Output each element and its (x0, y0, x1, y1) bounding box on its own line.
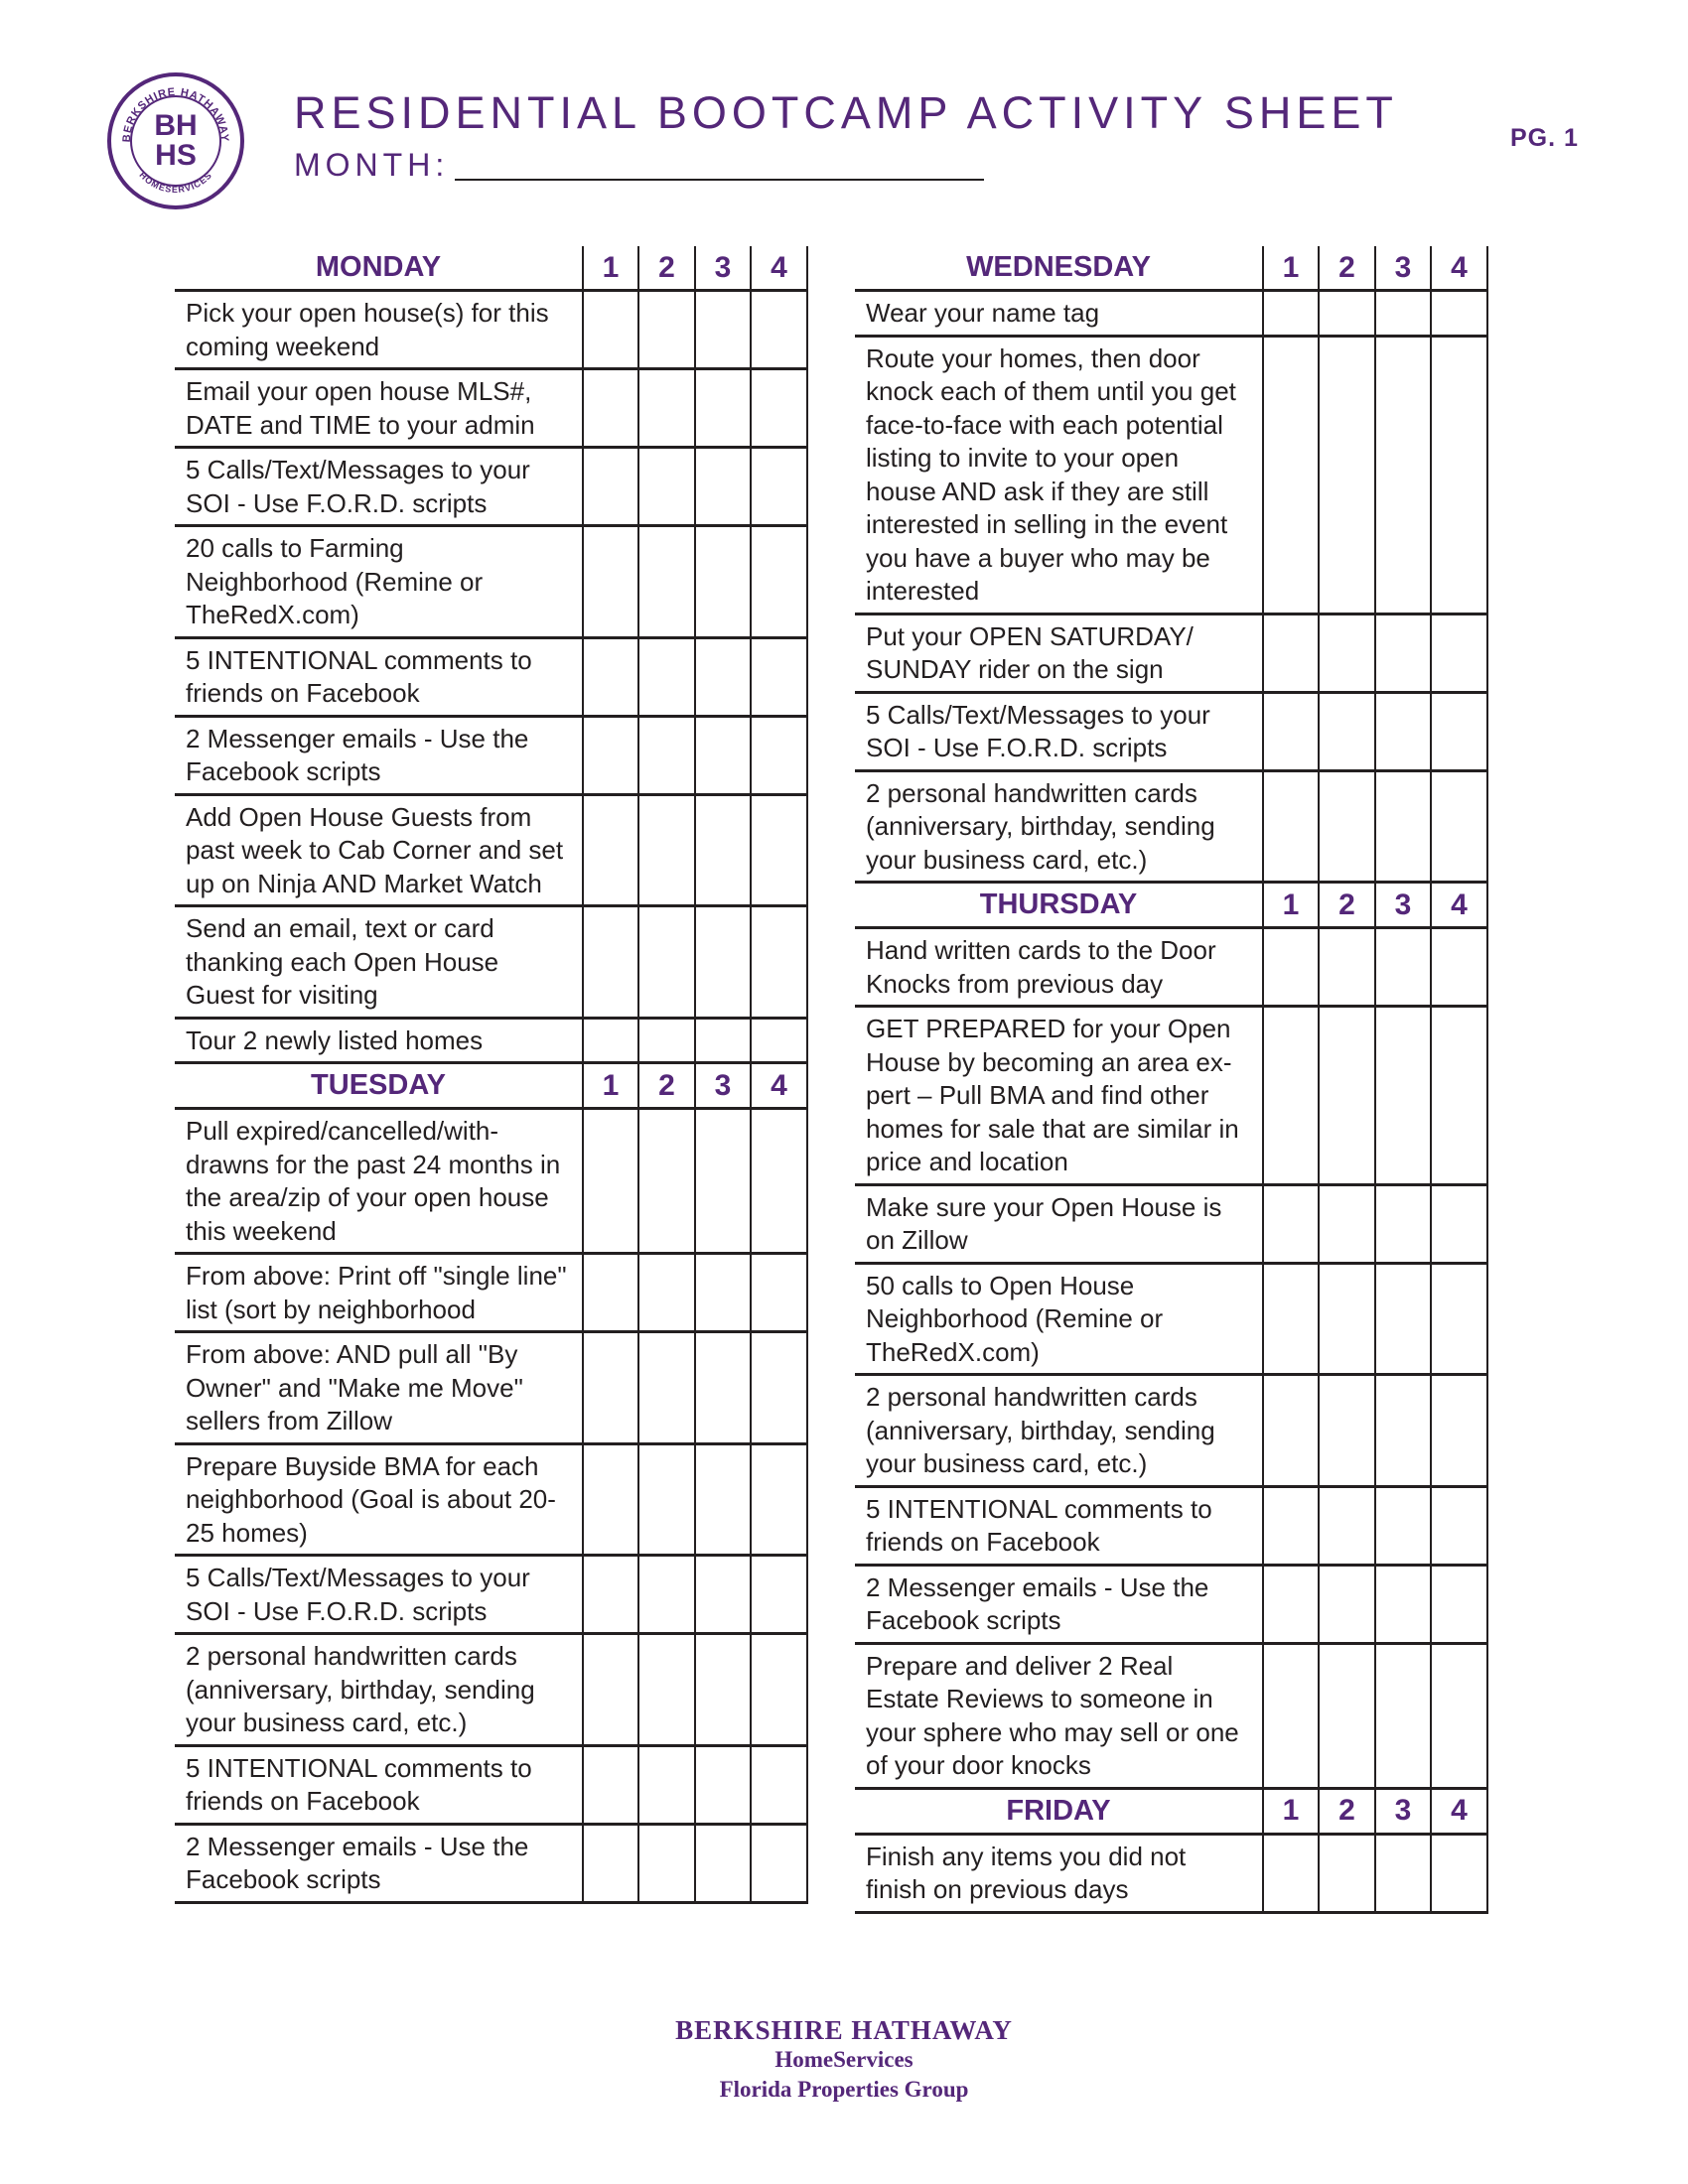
right-activity-table (855, 246, 1488, 1914)
week-4-checkbox[interactable] (751, 716, 807, 794)
week-4-checkbox[interactable] (751, 1018, 807, 1063)
task-row (175, 526, 807, 638)
task-label: 2 personal handwritten cards (anniversary, birthday, sending your business card, etc.) (855, 1375, 1263, 1487)
task-row (175, 369, 807, 448)
week-4-checkbox[interactable] (1431, 692, 1487, 770)
day-header-tuesday (175, 1063, 807, 1109)
week-4-checkbox[interactable] (751, 1824, 807, 1902)
week-2-checkbox[interactable] (1319, 770, 1375, 883)
week-4-checkbox[interactable] (1431, 928, 1487, 1007)
week-1-checkbox[interactable] (1263, 692, 1319, 770)
day-header-monday (175, 246, 807, 291)
week-3-checkbox[interactable] (1375, 928, 1431, 1007)
week-2-checkbox[interactable] (638, 906, 695, 1019)
day-title: TUESDAY (175, 1063, 583, 1109)
week-2-checkbox[interactable] (1319, 1565, 1375, 1643)
week-3-checkbox[interactable] (1375, 1643, 1431, 1788)
week-3-checkbox[interactable] (1375, 336, 1431, 614)
week-4-checkbox[interactable] (751, 369, 807, 448)
page-number: PG. 1 (1510, 124, 1579, 152)
logo-ring-bottom-text: HOMESERVICES (137, 170, 214, 196)
task-row (855, 928, 1487, 1007)
week-3-checkbox[interactable] (1375, 1007, 1431, 1185)
week-3-checkbox[interactable] (695, 637, 751, 716)
week-2-checkbox[interactable] (638, 1109, 695, 1254)
week-4-checkbox[interactable] (1431, 1834, 1487, 1912)
task-row (855, 1184, 1487, 1263)
task-label: 5 Calls/Text/Messages to your SOI - Use F.O.R.D. scripts (175, 1556, 583, 1634)
week-column-header: 1 (1263, 1788, 1319, 1834)
task-row (855, 692, 1487, 770)
week-1-checkbox[interactable] (583, 526, 638, 638)
week-3-checkbox[interactable] (695, 716, 751, 794)
week-2-checkbox[interactable] (638, 794, 695, 906)
task-row (855, 291, 1487, 337)
week-3-checkbox[interactable] (1375, 1263, 1431, 1375)
week-4-checkbox[interactable] (751, 1254, 807, 1332)
week-4-checkbox[interactable] (1431, 1643, 1487, 1788)
week-column-header: 1 (583, 1063, 638, 1109)
task-row (855, 1486, 1487, 1565)
week-2-checkbox[interactable] (1319, 1375, 1375, 1487)
week-1-checkbox[interactable] (1263, 770, 1319, 883)
week-3-checkbox[interactable] (695, 1018, 751, 1063)
week-1-checkbox[interactable] (583, 637, 638, 716)
week-4-checkbox[interactable] (1431, 614, 1487, 692)
task-row (175, 1556, 807, 1634)
week-2-checkbox[interactable] (1319, 614, 1375, 692)
week-column-header: 3 (1375, 1788, 1431, 1834)
week-2-checkbox[interactable] (638, 291, 695, 369)
week-1-checkbox[interactable] (583, 906, 638, 1019)
task-label: 5 INTENTIONAL comments to friends on Facebook (175, 1745, 583, 1824)
week-2-checkbox[interactable] (1319, 692, 1375, 770)
task-label: 5 Calls/Text/Messages to your SOI - Use F.O.R.D. scripts (175, 448, 583, 526)
task-label: Pick your open house(s) for this coming weekend (175, 291, 583, 369)
logo-ring-top-text: BERKSHIRE HATHAWAY (120, 85, 231, 143)
task-label: Prepare Buyside BMA for each neighborhood (Goal is about 20-25 homes) (175, 1443, 583, 1556)
week-1-checkbox[interactable] (1263, 928, 1319, 1007)
week-1-checkbox[interactable] (583, 794, 638, 906)
task-row (175, 291, 807, 369)
week-1-checkbox[interactable] (583, 448, 638, 526)
task-label: Prepare and deliver 2 Real Estate Reviews to someone in your sphere who may sell or one of your door knocks (855, 1643, 1263, 1788)
week-3-checkbox[interactable] (1375, 1184, 1431, 1263)
week-column-header: 3 (1375, 246, 1431, 291)
task-row (175, 1634, 807, 1746)
logo-initials-bottom: HS (155, 139, 197, 172)
page-title: RESIDENTIAL BOOTCAMP ACTIVITY SHEET (294, 87, 1398, 138)
week-2-checkbox[interactable] (638, 716, 695, 794)
week-2-checkbox[interactable] (638, 1745, 695, 1824)
week-3-checkbox[interactable] (695, 1443, 751, 1556)
week-4-checkbox[interactable] (751, 1745, 807, 1824)
week-2-checkbox[interactable] (1319, 1184, 1375, 1263)
day-title: FRIDAY (855, 1788, 1263, 1834)
week-column-header: 4 (751, 1063, 807, 1109)
task-label: Email your open house MLS#, DATE and TIME to your admin (175, 369, 583, 448)
day-title: WEDNESDAY (855, 246, 1263, 291)
week-3-checkbox[interactable] (695, 1556, 751, 1634)
week-2-checkbox[interactable] (638, 1332, 695, 1444)
task-label: 2 personal handwritten cards (anniversary, birthday, sending your business card, etc.) (175, 1634, 583, 1746)
bhhs-logo (106, 71, 245, 210)
week-2-checkbox[interactable] (638, 1018, 695, 1063)
task-label: From above: Print off "single line" list (sort by neighborhood (175, 1254, 583, 1332)
week-1-checkbox[interactable] (1263, 336, 1319, 614)
week-1-checkbox[interactable] (583, 1443, 638, 1556)
week-column-header: 4 (751, 246, 807, 291)
task-label: Finish any items you did not finish on previous days (855, 1834, 1263, 1912)
week-column-header: 4 (1431, 246, 1487, 291)
week-2-checkbox[interactable] (638, 1634, 695, 1746)
week-4-checkbox[interactable] (751, 1556, 807, 1634)
task-row (855, 336, 1487, 614)
week-3-checkbox[interactable] (1375, 770, 1431, 883)
week-column-header: 2 (1319, 883, 1375, 928)
week-2-checkbox[interactable] (638, 1443, 695, 1556)
week-column-header: 1 (1263, 246, 1319, 291)
task-row (175, 1745, 807, 1824)
day-header-thursday (855, 883, 1487, 928)
week-4-checkbox[interactable] (751, 448, 807, 526)
week-1-checkbox[interactable] (1263, 1486, 1319, 1565)
task-row (175, 716, 807, 794)
week-2-checkbox[interactable] (1319, 1263, 1375, 1375)
week-2-checkbox[interactable] (638, 1556, 695, 1634)
week-3-checkbox[interactable] (695, 1824, 751, 1902)
task-label: 2 Messenger emails - Use the Facebook scripts (175, 1824, 583, 1902)
week-4-checkbox[interactable] (1431, 291, 1487, 337)
week-2-checkbox[interactable] (1319, 291, 1375, 337)
week-3-checkbox[interactable] (695, 1109, 751, 1254)
week-1-checkbox[interactable] (583, 1634, 638, 1746)
task-row (175, 1332, 807, 1444)
task-row (855, 1263, 1487, 1375)
task-row (175, 1018, 807, 1063)
week-3-checkbox[interactable] (695, 526, 751, 638)
week-3-checkbox[interactable] (695, 1745, 751, 1824)
week-1-checkbox[interactable] (583, 1018, 638, 1063)
svg-text:HOMESERVICES (137, 170, 213, 195)
week-2-checkbox[interactable] (1319, 1486, 1375, 1565)
day-title: THURSDAY (855, 883, 1263, 928)
task-label: Tour 2 newly listed homes (175, 1018, 583, 1063)
week-3-checkbox[interactable] (695, 1634, 751, 1746)
task-label: 2 personal handwritten cards (anniversary, birthday, sending your business card, etc.) (855, 770, 1263, 883)
footer-brand-line1: BERKSHIRE HATHAWAY (675, 2015, 1013, 2045)
day-header-wednesday (855, 246, 1487, 291)
week-3-checkbox[interactable] (1375, 1565, 1431, 1643)
week-2-checkbox[interactable] (638, 637, 695, 716)
week-1-checkbox[interactable] (583, 1332, 638, 1444)
footer-brand-line3: Florida Properties Group (719, 2077, 969, 2102)
week-column-header: 3 (695, 1063, 751, 1109)
week-4-checkbox[interactable] (1431, 770, 1487, 883)
task-row (855, 614, 1487, 692)
task-row (175, 1254, 807, 1332)
week-4-checkbox[interactable] (751, 291, 807, 369)
week-column-header: 2 (1319, 1788, 1375, 1834)
week-3-checkbox[interactable] (1375, 291, 1431, 337)
week-4-checkbox[interactable] (1431, 336, 1487, 614)
week-4-checkbox[interactable] (751, 1109, 807, 1254)
week-1-checkbox[interactable] (1263, 1643, 1319, 1788)
week-3-checkbox[interactable] (695, 794, 751, 906)
task-label: Make sure your Open House is on Zillow (855, 1184, 1263, 1263)
week-2-checkbox[interactable] (1319, 928, 1375, 1007)
task-label: GET PREPARED for your Open House by becoming an area ex- pert – Pull BMA and find other homes for sale that are similar in price and location (855, 1007, 1263, 1185)
task-row (175, 448, 807, 526)
week-2-checkbox[interactable] (638, 1824, 695, 1902)
week-3-checkbox[interactable] (695, 906, 751, 1019)
task-label: 20 calls to Farming Neighborhood (Remine or TheRedX.com) (175, 526, 583, 638)
month-label: MONTH: (294, 147, 450, 183)
week-1-checkbox[interactable] (583, 291, 638, 369)
week-1-checkbox[interactable] (583, 716, 638, 794)
week-4-checkbox[interactable] (1431, 1565, 1487, 1643)
task-label: Wear your name tag (855, 291, 1263, 337)
task-row (175, 1443, 807, 1556)
week-4-checkbox[interactable] (751, 526, 807, 638)
week-3-checkbox[interactable] (1375, 1375, 1431, 1487)
week-column-header: 3 (1375, 883, 1431, 928)
task-label: Route your homes, then door knock each of them until you get face-to-face with each potential listing to invite to your open house AND ask if they are still interested in selling in the event you have a buyer who may be interested (855, 336, 1263, 614)
task-row (175, 794, 807, 906)
week-3-checkbox[interactable] (1375, 1486, 1431, 1565)
week-4-checkbox[interactable] (1431, 1486, 1487, 1565)
week-4-checkbox[interactable] (1431, 1184, 1487, 1263)
week-column-header: 2 (638, 246, 695, 291)
week-1-checkbox[interactable] (1263, 291, 1319, 337)
task-label: 5 INTENTIONAL comments to friends on Facebook (855, 1486, 1263, 1565)
task-label: Hand written cards to the Door Knocks from previous day (855, 928, 1263, 1007)
week-1-checkbox[interactable] (1263, 1565, 1319, 1643)
week-4-checkbox[interactable] (1431, 1375, 1487, 1487)
left-activity-table (175, 246, 808, 1904)
week-3-checkbox[interactable] (695, 369, 751, 448)
week-4-checkbox[interactable] (751, 906, 807, 1019)
week-1-checkbox[interactable] (583, 1556, 638, 1634)
week-4-checkbox[interactable] (751, 1332, 807, 1444)
week-1-checkbox[interactable] (1263, 1263, 1319, 1375)
week-2-checkbox[interactable] (1319, 1007, 1375, 1185)
task-row (175, 906, 807, 1019)
task-row (855, 1007, 1487, 1185)
week-4-checkbox[interactable] (751, 1443, 807, 1556)
week-2-checkbox[interactable] (638, 448, 695, 526)
week-2-checkbox[interactable] (638, 1254, 695, 1332)
week-3-checkbox[interactable] (1375, 692, 1431, 770)
week-2-checkbox[interactable] (638, 369, 695, 448)
week-1-checkbox[interactable] (1263, 614, 1319, 692)
task-label: 2 Messenger emails - Use the Facebook scripts (175, 716, 583, 794)
task-label: From above: AND pull all "By Owner" and "Make me Move" sellers from Zillow (175, 1332, 583, 1444)
task-row (855, 770, 1487, 883)
week-4-checkbox[interactable] (1431, 1007, 1487, 1185)
week-4-checkbox[interactable] (751, 637, 807, 716)
week-1-checkbox[interactable] (583, 1254, 638, 1332)
week-3-checkbox[interactable] (695, 448, 751, 526)
week-3-checkbox[interactable] (695, 1254, 751, 1332)
week-1-checkbox[interactable] (1263, 1184, 1319, 1263)
week-3-checkbox[interactable] (1375, 1834, 1431, 1912)
week-column-header: 1 (1263, 883, 1319, 928)
task-label: Pull expired/cancelled/with- drawns for the past 24 months in the area/zip of your open house this weekend (175, 1109, 583, 1254)
week-column-header: 2 (1319, 246, 1375, 291)
week-2-checkbox[interactable] (638, 526, 695, 638)
week-1-checkbox[interactable] (1263, 1834, 1319, 1912)
week-2-checkbox[interactable] (1319, 1643, 1375, 1788)
logo-initials-top: BH (154, 109, 198, 142)
day-title: MONDAY (175, 246, 583, 291)
week-4-checkbox[interactable] (751, 794, 807, 906)
task-label: Send an email, text or card thanking each Open House Guest for visiting (175, 906, 583, 1019)
week-column-header: 3 (695, 246, 751, 291)
week-1-checkbox[interactable] (1263, 1375, 1319, 1487)
task-row (855, 1834, 1487, 1912)
task-label: 5 INTENTIONAL comments to friends on Facebook (175, 637, 583, 716)
day-header-friday (855, 1788, 1487, 1834)
task-label: 50 calls to Open House Neighborhood (Remine or TheRedX.com) (855, 1263, 1263, 1375)
task-label: Add Open House Guests from past week to Cab Corner and set up on Ninja AND Market Watch (175, 794, 583, 906)
week-column-header: 1 (583, 246, 638, 291)
week-1-checkbox[interactable] (583, 1109, 638, 1254)
week-3-checkbox[interactable] (695, 291, 751, 369)
week-4-checkbox[interactable] (751, 1634, 807, 1746)
week-3-checkbox[interactable] (695, 1332, 751, 1444)
week-1-checkbox[interactable] (1263, 1007, 1319, 1185)
week-3-checkbox[interactable] (1375, 614, 1431, 692)
week-1-checkbox[interactable] (583, 369, 638, 448)
week-2-checkbox[interactable] (1319, 336, 1375, 614)
task-row (855, 1643, 1487, 1788)
week-column-header: 4 (1431, 1788, 1487, 1834)
task-label: 2 Messenger emails - Use the Facebook scripts (855, 1565, 1263, 1643)
task-row (175, 1824, 807, 1902)
month-input-line[interactable] (455, 179, 984, 181)
task-row (175, 637, 807, 716)
task-row (175, 1109, 807, 1254)
task-label: Put your OPEN SATURDAY/ SUNDAY rider on the sign (855, 614, 1263, 692)
week-1-checkbox[interactable] (583, 1745, 638, 1824)
task-row (855, 1565, 1487, 1643)
week-2-checkbox[interactable] (1319, 1834, 1375, 1912)
task-label: 5 Calls/Text/Messages to your SOI - Use F.O.R.D. scripts (855, 692, 1263, 770)
task-row (855, 1375, 1487, 1487)
week-column-header: 2 (638, 1063, 695, 1109)
footer-brand-line2: HomeServices (774, 2047, 914, 2072)
week-1-checkbox[interactable] (583, 1824, 638, 1902)
week-4-checkbox[interactable] (1431, 1263, 1487, 1375)
week-column-header: 4 (1431, 883, 1487, 928)
